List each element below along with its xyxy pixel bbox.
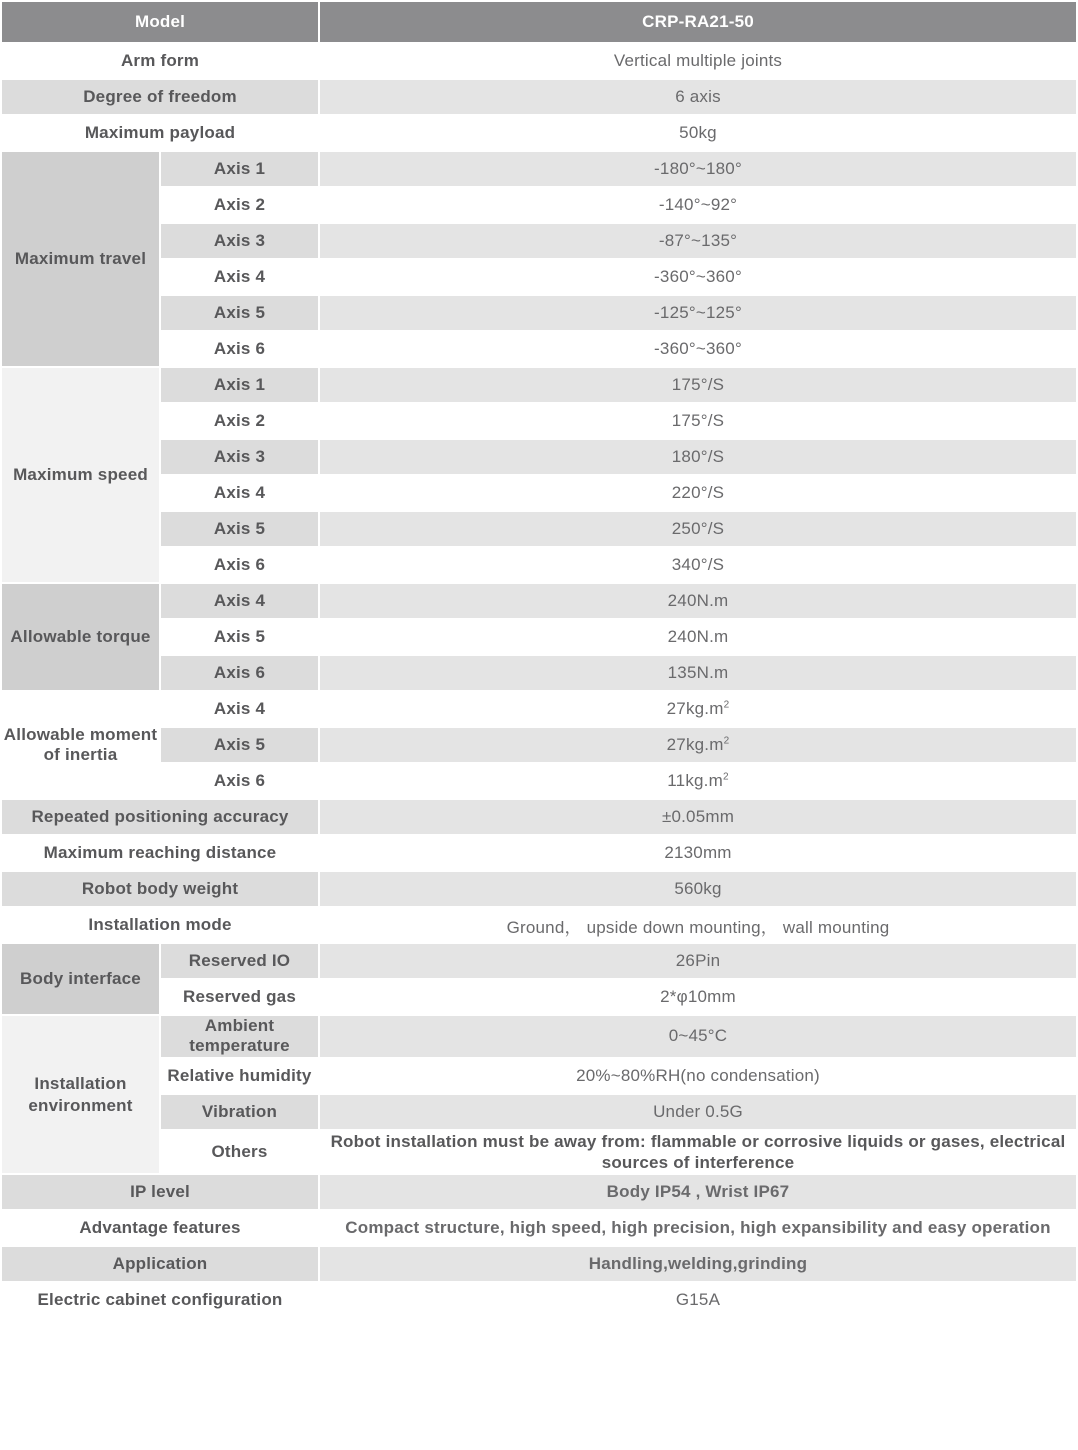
row-value: 2*φ10mm — [320, 980, 1076, 1014]
sub-label: Ambient temperature — [161, 1016, 318, 1057]
table-row — [2, 908, 1076, 942]
sub-label: Others — [161, 1131, 318, 1174]
sub-label: Axis 4 — [161, 476, 318, 510]
row-value — [320, 728, 1076, 762]
group-label-body-interface: Body interface — [2, 944, 159, 1014]
value-text: 11kg.m — [667, 771, 723, 790]
table-row — [2, 368, 1076, 402]
table-row — [2, 152, 1076, 186]
row-label: Installation mode — [2, 908, 318, 942]
row-value: Under 0.5G — [320, 1095, 1076, 1129]
row-label: Application — [2, 1247, 318, 1281]
row-value: 6 axis — [320, 80, 1076, 114]
table-row — [2, 1247, 1076, 1281]
row-value: 180°/S — [320, 440, 1076, 474]
group-label-maximum-speed: Maximum speed — [2, 368, 159, 582]
sub-label: Axis 4 — [161, 584, 318, 618]
sub-label: Axis 5 — [161, 512, 318, 546]
table-row — [2, 260, 1076, 294]
table-row — [2, 80, 1076, 114]
sub-label: Axis 2 — [161, 404, 318, 438]
group-label-installation-environment: Installation environment — [2, 1016, 159, 1173]
table-row — [2, 584, 1076, 618]
table-row — [2, 188, 1076, 222]
sub-label: Vibration — [161, 1095, 318, 1129]
row-value: 26Pin — [320, 944, 1076, 978]
table-row — [2, 1283, 1076, 1317]
row-value: 560kg — [320, 872, 1076, 906]
row-value: -140°~92° — [320, 188, 1076, 222]
header-value: CRP-RA21-50 — [320, 2, 1076, 42]
table-row — [2, 224, 1076, 258]
row-value: Body IP54 , Wrist IP67 — [320, 1175, 1076, 1209]
sub-label: Axis 4 — [161, 260, 318, 294]
value-sup: 2 — [723, 735, 730, 747]
sub-label: Axis 1 — [161, 152, 318, 186]
row-label: Advantage features — [2, 1211, 318, 1245]
table-row — [2, 116, 1076, 150]
sub-label: Axis 5 — [161, 728, 318, 762]
value-sup: 2 — [722, 771, 729, 783]
table-row — [2, 296, 1076, 330]
sub-label: Axis 1 — [161, 368, 318, 402]
row-value: Vertical multiple joints — [320, 44, 1076, 78]
row-value: 175°/S — [320, 368, 1076, 402]
table-row — [2, 692, 1076, 726]
row-value — [320, 764, 1076, 798]
table-row — [2, 620, 1076, 654]
row-value — [320, 692, 1076, 726]
row-value: 20%~80%RH(no condensation) — [320, 1059, 1076, 1093]
row-value: Ground， upside down mounting， wall mounting — [320, 908, 1076, 942]
sub-label: Axis 6 — [161, 332, 318, 366]
row-value: -125°~125° — [320, 296, 1076, 330]
header-label: Model — [2, 2, 318, 42]
row-label: Maximum reaching distance — [2, 836, 318, 870]
sub-label: Axis 2 — [161, 188, 318, 222]
row-value: 2130mm — [320, 836, 1076, 870]
table-row — [2, 404, 1076, 438]
row-value: Robot installation must be away from: flammable or corrosive liquids or gases, electrical sources of interference — [320, 1131, 1076, 1174]
row-value: G15A — [320, 1283, 1076, 1317]
table-row — [2, 944, 1076, 978]
table-row — [2, 44, 1076, 78]
sub-label: Axis 3 — [161, 440, 318, 474]
row-label: Maximum payload — [2, 116, 318, 150]
sub-label: Axis 6 — [161, 548, 318, 582]
table-row — [2, 332, 1076, 366]
table-row — [2, 656, 1076, 690]
row-label: Repeated positioning accuracy — [2, 800, 318, 834]
sub-label: Axis 6 — [161, 656, 318, 690]
sub-label: Axis 5 — [161, 620, 318, 654]
row-value: 135N.m — [320, 656, 1076, 690]
table-row — [2, 476, 1076, 510]
table-row — [2, 836, 1076, 870]
row-label: Arm form — [2, 44, 318, 78]
row-value: -360°~360° — [320, 260, 1076, 294]
table-row — [2, 1016, 1076, 1057]
sub-label: Axis 4 — [161, 692, 318, 726]
table-row — [2, 728, 1076, 762]
sub-label: Reserved gas — [161, 980, 318, 1014]
sub-label: Axis 3 — [161, 224, 318, 258]
value-sup: 2 — [723, 699, 730, 711]
table-row — [2, 980, 1076, 1014]
row-value: 0~45°C — [320, 1016, 1076, 1057]
value-text: 27kg.m — [666, 735, 724, 754]
sub-label: Axis 6 — [161, 764, 318, 798]
row-value: ±0.05mm — [320, 800, 1076, 834]
table-header-row — [2, 2, 1076, 42]
table-row — [2, 1211, 1076, 1245]
group-label-allowable-torque: Allowable torque — [2, 584, 159, 690]
row-value: 50kg — [320, 116, 1076, 150]
table-row — [2, 800, 1076, 834]
value-text: 27kg.m — [666, 699, 724, 718]
sub-label: Axis 5 — [161, 296, 318, 330]
row-value: -87°~135° — [320, 224, 1076, 258]
table-row — [2, 548, 1076, 582]
group-label-allowable-moment-of-inertia: Allowable moment of inertia — [2, 692, 159, 798]
table-row — [2, 1095, 1076, 1129]
row-value: Compact structure, high speed, high precision, high expansibility and easy operation — [320, 1211, 1076, 1245]
row-value: -360°~360° — [320, 332, 1076, 366]
row-label: IP level — [2, 1175, 318, 1209]
table-row — [2, 764, 1076, 798]
table-row — [2, 512, 1076, 546]
table-row — [2, 1175, 1076, 1209]
row-value: 220°/S — [320, 476, 1076, 510]
row-value: 250°/S — [320, 512, 1076, 546]
row-label: Robot body weight — [2, 872, 318, 906]
row-value: 340°/S — [320, 548, 1076, 582]
table-row — [2, 872, 1076, 906]
row-value: Handling,welding,grinding — [320, 1247, 1076, 1281]
sub-label: Relative humidity — [161, 1059, 318, 1093]
row-value: 240N.m — [320, 584, 1076, 618]
row-value: 175°/S — [320, 404, 1076, 438]
group-label-maximum-travel: Maximum travel — [2, 152, 159, 366]
row-value: 240N.m — [320, 620, 1076, 654]
sub-label: Reserved IO — [161, 944, 318, 978]
row-value: -180°~180° — [320, 152, 1076, 186]
row-label: Electric cabinet configuration — [2, 1283, 318, 1317]
table-row — [2, 1131, 1076, 1174]
table-row — [2, 440, 1076, 474]
row-label: Degree of freedom — [2, 80, 318, 114]
table-row — [2, 1059, 1076, 1093]
